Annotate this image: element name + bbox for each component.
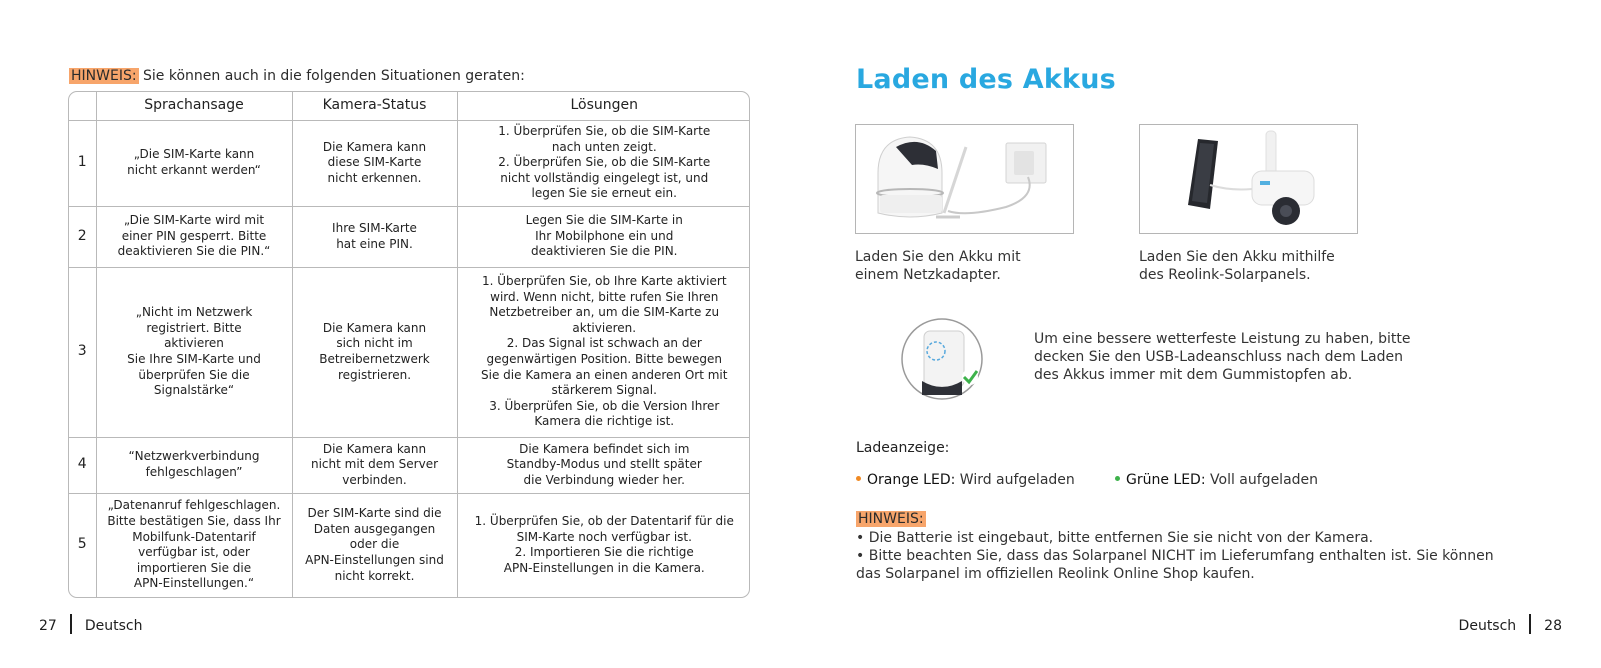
row-sprachansage: „Die SIM-Karte kann nicht erkannt werden“: [96, 120, 292, 206]
troubleshooting-table: [68, 91, 750, 598]
camera-adapter-illustration: [856, 125, 1073, 233]
table-header-row: [69, 92, 750, 120]
row-status: Ihre SIM-Karte hat eine PIN.: [292, 206, 457, 267]
footer-divider: [1529, 614, 1531, 634]
led-title: Ladeanzeige:: [856, 440, 950, 456]
note-line: [69, 68, 525, 84]
bullet-item: • Die Batterie ist eingebaut, bitte entfernen Sie sie nicht von der Kamera.: [856, 530, 1374, 546]
section-title: Laden des Akkus: [856, 64, 1116, 95]
header-kamera-status: Kamera-Status: [292, 92, 457, 120]
led-orange-text: Wird aufgeladen: [955, 472, 1075, 488]
green-dot-icon: [1115, 476, 1120, 481]
row-loesung: 1. Überprüfen Sie, ob die SIM-Karte nach unten zeigt. 2. Überprüfen Sie, ob die SIM-Karte nicht vollständig eingelegt ist, und legen Sie sie erneut ein.: [457, 120, 750, 206]
note-bullets: [856, 529, 1516, 583]
caption-solar: Laden Sie den Akku mithilfe des Reolink-Solarpanels.: [1139, 249, 1335, 283]
footer-right: [1459, 616, 1562, 636]
weatherproof-text: Um eine bessere wetterfeste Leistung zu haben, bitte decken Sie den USB-Ladeanschluss nach dem Laden des Akkus immer mit dem Gummistopfen ab.: [1034, 331, 1411, 383]
row-loesung: Legen Sie die SIM-Karte in Ihr Mobilphone ein und deaktivieren Sie die PIN.: [457, 206, 750, 267]
row-loesung: 1. Überprüfen Sie, ob Ihre Karte aktiviert wird. Wenn nicht, bitte rufen Sie Ihren Netzbetreiber an, um die SIM-Karte zu aktivieren. 2. Das Signal ist schwach an der gegenwärtigen Position. Bitte bewegen Sie die Kamera an einen anderen Ort mit stärkerem Signal. 3. Überprüfen Sie, ob die Version Ihrer Kamera die richtige ist.: [457, 267, 750, 437]
row-number: 5: [69, 493, 96, 597]
row-sprachansage: „Die SIM-Karte wird mit einer PIN gesperrt. Bitte deaktivieren Sie die PIN.“: [96, 206, 292, 267]
note-label: HINWEIS:: [858, 511, 924, 527]
caption-adapter: Laden Sie den Akku mit einem Netzkadapter.: [855, 249, 1021, 283]
row-number: 1: [69, 120, 96, 206]
header-loesungen: Lösungen: [457, 92, 750, 120]
row-number: 4: [69, 437, 96, 493]
led-green-label: Grüne LED:: [1126, 472, 1206, 488]
row-loesung: Die Kamera befindet sich im Standby-Modus und stellt später die Verbindung wieder her.: [457, 437, 750, 493]
adapter-charging-image: [855, 124, 1074, 234]
row-status: Die Kamera kann nicht mit dem Server verbinden.: [292, 437, 457, 493]
led-orange-label: Orange LED:: [867, 472, 956, 488]
row-status: Die Kamera kann diese SIM-Karte nicht erkennen.: [292, 120, 457, 206]
note-label-right: [856, 511, 926, 527]
led-green-text: Voll aufgeladen: [1205, 472, 1319, 488]
table-row: [69, 493, 750, 597]
rubber-plug-illustration: [900, 317, 984, 401]
note-text: Sie können auch in die folgenden Situationen geraten:: [138, 68, 525, 84]
table-row: [69, 437, 750, 493]
table-row: [69, 267, 750, 437]
solar-charging-image: [1139, 124, 1358, 234]
row-number: 3: [69, 267, 96, 437]
led-green: [1115, 472, 1318, 488]
row-sprachansage: “Netzwerkverbindung fehlgeschlagen”: [96, 437, 292, 493]
footer-left: [39, 616, 142, 636]
orange-dot-icon: [856, 476, 861, 481]
footer-language: Deutsch: [1458, 618, 1517, 634]
row-status: Der SIM-Karte sind die Daten ausgegangen oder die APN-Einstellungen sind nicht korrekt.: [292, 493, 457, 597]
header-num: [69, 92, 96, 120]
led-orange: [856, 472, 1075, 488]
row-loesung: 1. Überprüfen Sie, ob der Datentarif für die SIM-Karte noch verfügbar ist. 2. Importieren Sie die richtige APN-Einstellungen in die Kamera.: [457, 493, 750, 597]
table-row: [69, 206, 750, 267]
header-sprachansage: Sprachansage: [96, 92, 292, 120]
row-status: Die Kamera kann sich nicht im Betreibernetzwerk registrieren.: [292, 267, 457, 437]
bullet-item: • Bitte beachten Sie, dass das Solarpanel NICHT im Lieferumfang enthalten ist. Sie können das Solarpanel im offiziellen Reolink Online Shop kaufen.: [856, 548, 1494, 582]
page-number: 28: [1544, 618, 1562, 634]
footer-divider: [70, 614, 72, 634]
page-number: 27: [39, 618, 57, 634]
row-number: 2: [69, 206, 96, 267]
row-sprachansage: „Datenanruf fehlgeschlagen. Bitte bestätigen Sie, dass Ihr Mobilfunk-Datentarif verfügbar ist, oder importieren Sie die APN-Einstellungen.“: [96, 493, 292, 597]
footer-language: Deutsch: [84, 618, 143, 634]
note-label: HINWEIS:: [71, 68, 137, 84]
row-sprachansage: „Nicht im Netzwerk registriert. Bitte aktivieren Sie Ihre SIM-Karte und überprüfen Sie die Signalstärke“: [96, 267, 292, 437]
table-row: [69, 120, 750, 206]
solar-camera-illustration: [1140, 125, 1357, 233]
